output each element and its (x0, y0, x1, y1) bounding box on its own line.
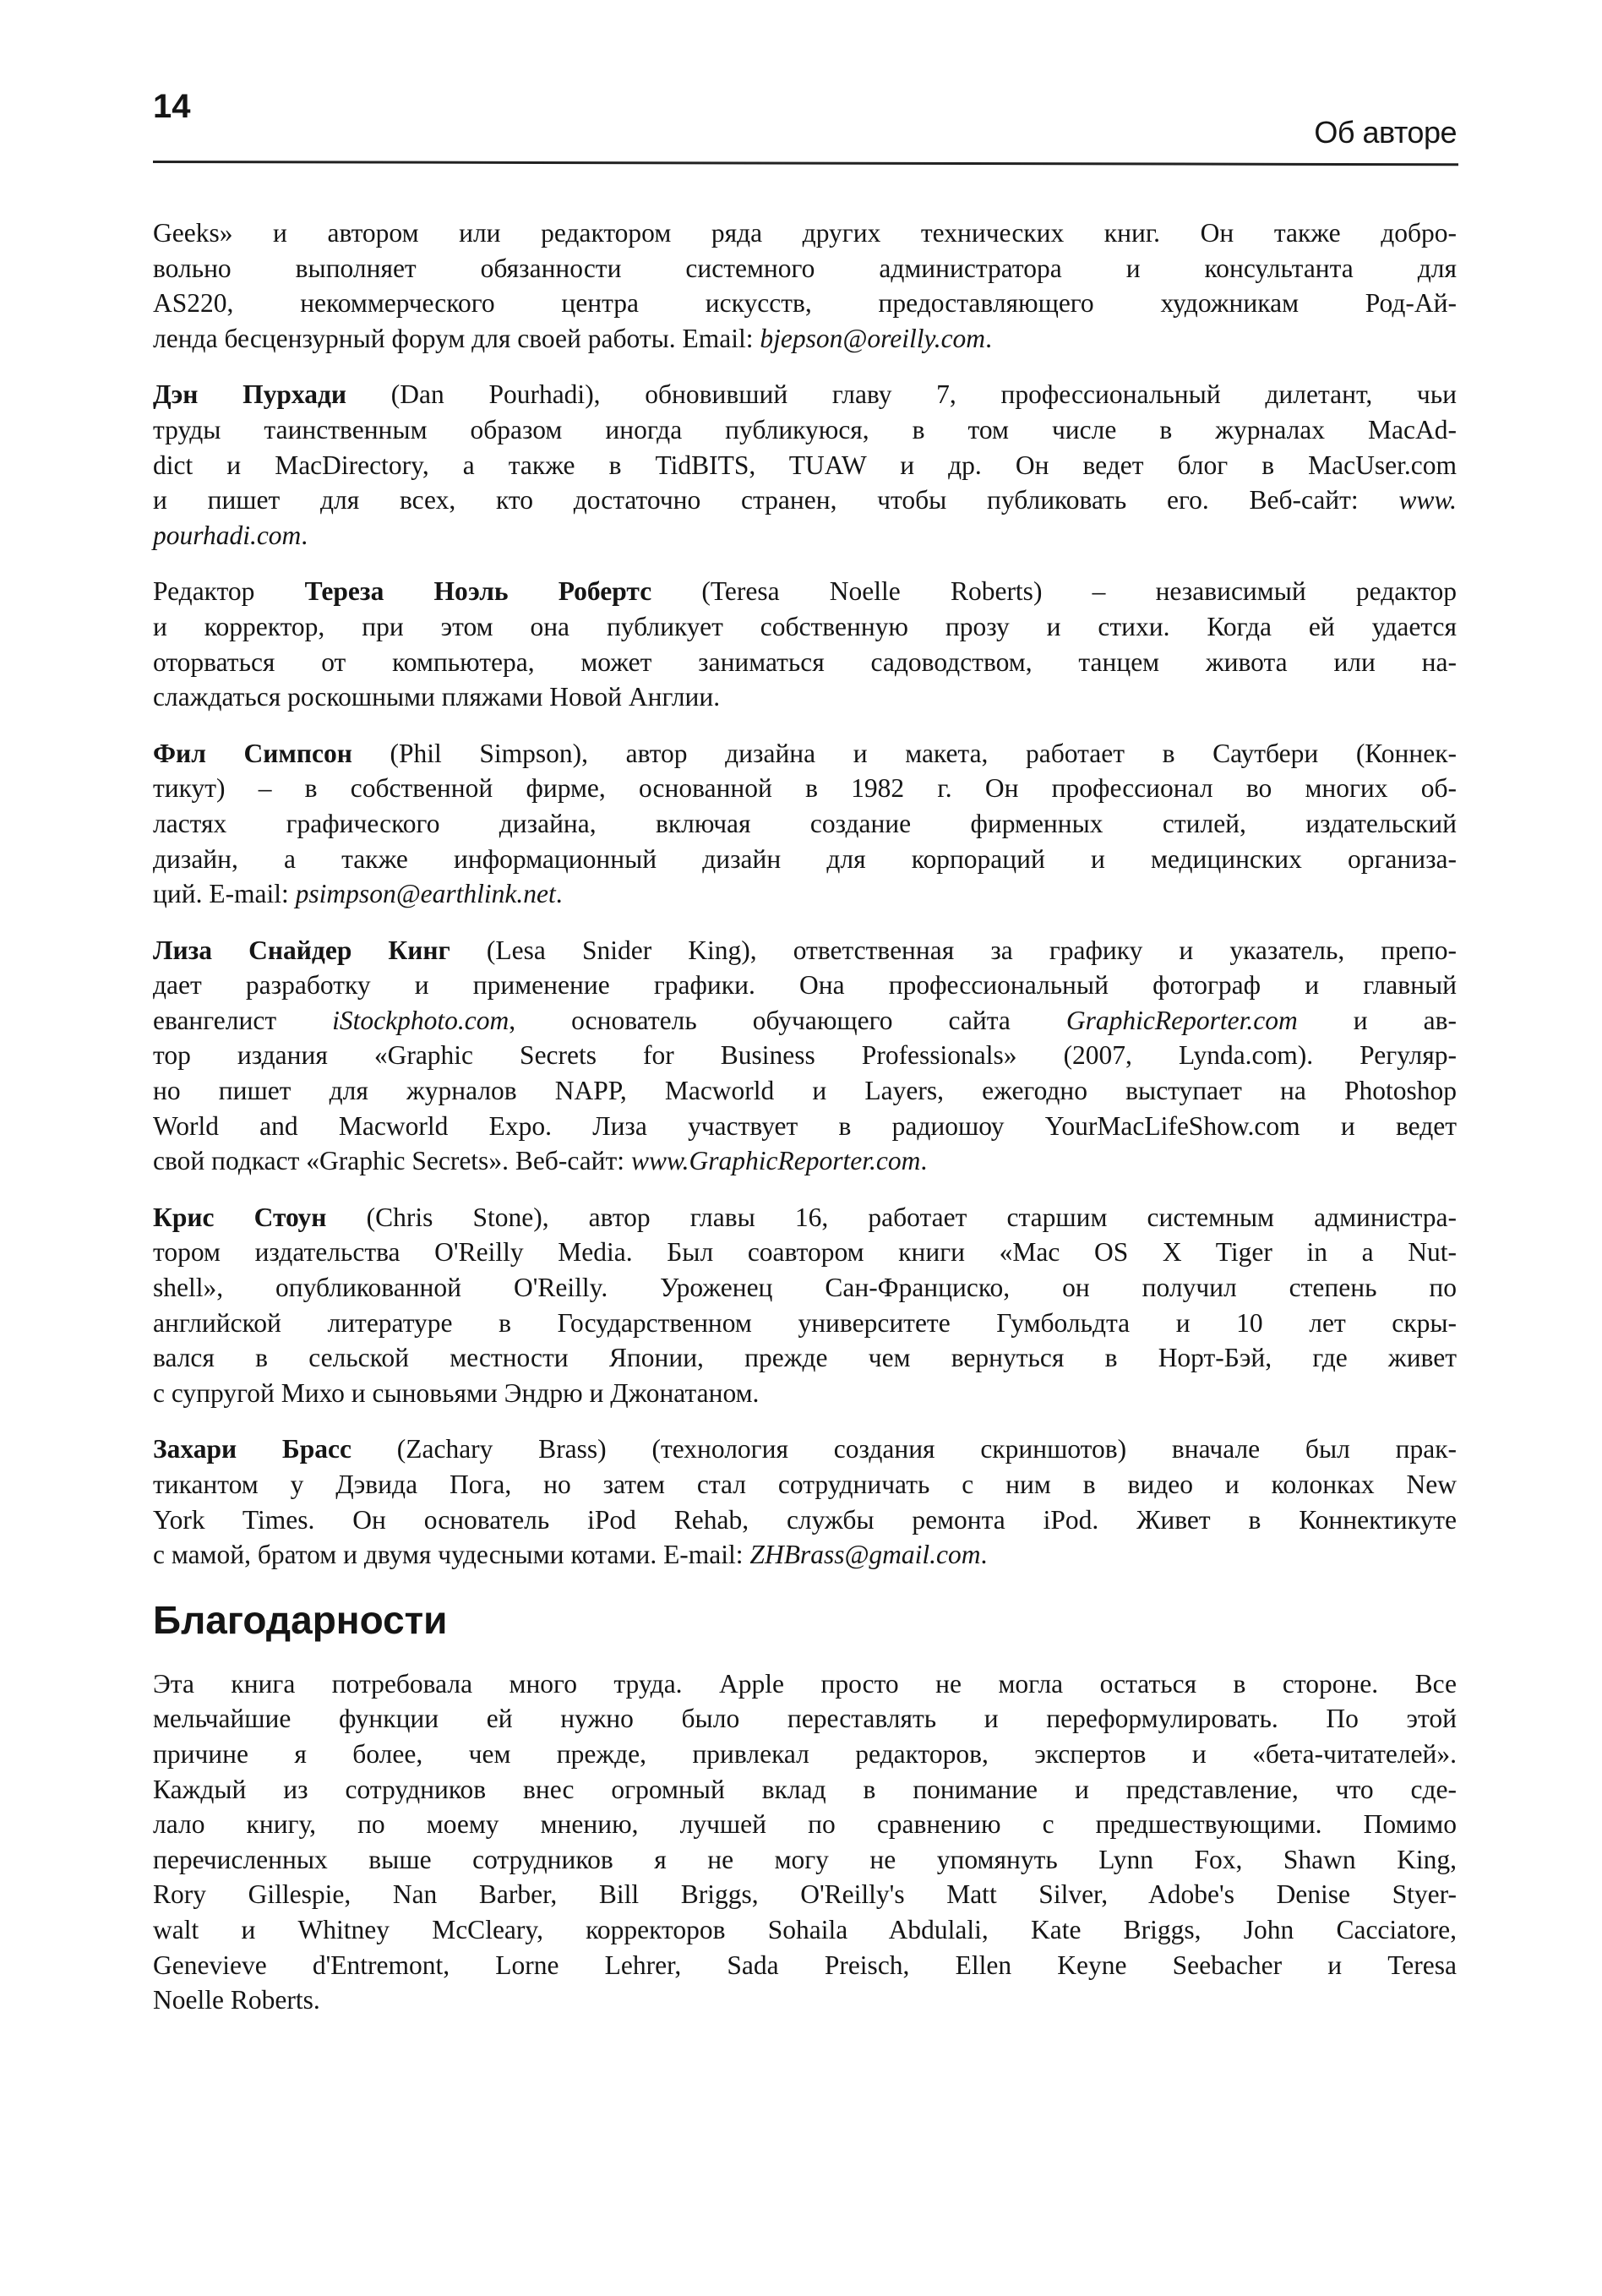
text-run: York Times. Он основатель iPod Rehab, службы ремонта iPod. Живет в Коннектикуте (153, 1504, 1457, 1535)
text-line (153, 876, 1457, 912)
text-run: слаждаться роскошными пляжами Новой Англии. (153, 682, 721, 712)
text-line (153, 483, 1457, 518)
text-run: и корректор, при этом она публикует собственную прозу и стихи. Когда ей удается (153, 611, 1457, 641)
page-number: 14 (153, 88, 191, 125)
text-run: вался в сельской местности Японии, прежде чем вернуться в Норт-Бэй, где живет (153, 1343, 1457, 1373)
text-run: и пишет для всех, кто достаточно странен, чтобы публиковать его. Веб-сайт: (153, 485, 1399, 515)
text-line (153, 933, 1457, 968)
text-run: свой подкаст «Graphic Secrets». Веб-сайт: (153, 1146, 631, 1176)
text-run: (Chris Stone), автор главы 16, работает старшим системным администра- (326, 1202, 1457, 1232)
text-line (153, 448, 1457, 483)
text-line (153, 1038, 1457, 1073)
text-run: ций. E-mail: (153, 879, 296, 909)
text-run: и ав- (1297, 1005, 1457, 1035)
text-run: дает разработку и применение графики. Она профессиональный фотограф и главный (153, 970, 1457, 1001)
text-run: тором издательства O'Reilly Media. Был соавтором книги «Mac OS X Tiger in a Nut- (153, 1237, 1457, 1268)
text-line (153, 1537, 1457, 1573)
text-line (153, 1982, 1457, 2018)
text-run: AS220, некоммерческого центра искусств, предоставляющего художникам Род-Ай- (153, 288, 1457, 319)
text-line (153, 771, 1457, 806)
text-line (153, 645, 1457, 680)
text-line (153, 806, 1457, 842)
text-run: . (980, 1540, 988, 1570)
running-header-title: Об авторе (1314, 115, 1457, 150)
text-line (153, 609, 1457, 645)
text-run: перечисленных выше сотрудников я не могу не упомянуть Lynn Fox, Shawn King, (153, 1844, 1457, 1874)
text-line (153, 1306, 1457, 1341)
text-run: ластях графического дизайна, включая создание фирменных стилей, издательский (153, 808, 1457, 838)
contact-link-text: www. (1398, 485, 1457, 515)
text-run: . (555, 879, 563, 909)
contact-link-text: GraphicReporter.com (1065, 1005, 1298, 1035)
person-name: Лиза Снайдер Кинг (153, 935, 450, 965)
text-line (153, 412, 1457, 448)
contact-link-text: pourhadi.com (153, 520, 302, 550)
bio-paragraph (153, 1200, 1457, 1411)
header-rule (153, 161, 1458, 166)
text-line (153, 1737, 1457, 1772)
text-line (153, 1376, 1457, 1411)
contact-link-text: psimpson@earthlink.net (295, 879, 556, 909)
text-run: труды таинственным образом иногда публикуюся, в том числе в журналах MacAd- (153, 414, 1457, 444)
text-line (153, 1807, 1457, 1842)
text-run: лало книгу, по моему мнению, лучшей по сравнению с предшествующими. Помимо (153, 1809, 1457, 1840)
text-run: . (920, 1146, 928, 1176)
text-line (153, 321, 1457, 357)
text-line (153, 1235, 1457, 1270)
text-run: Rory Gillespie, Nan Barber, Bill Briggs, O'Reilly's Matt Silver, Adobe's Denise Styer- (153, 1879, 1457, 1910)
text-run: тикут) – в собственной фирме, основанной в 1982 г. Он профессионал во многих об- (153, 773, 1457, 804)
text-line (153, 968, 1457, 1003)
text-line (153, 736, 1457, 772)
text-line (153, 1270, 1457, 1306)
text-run: . (301, 520, 308, 550)
text-line (153, 1666, 1457, 1702)
text-line (153, 1948, 1457, 1983)
text-line (153, 286, 1457, 321)
contact-link-text: bjepson@oreilly.com (760, 323, 986, 353)
text-line (153, 1912, 1457, 1948)
author-bios (153, 215, 1457, 1573)
text-line (153, 1143, 1457, 1179)
text-run: (Dan Pourhadi), обновивший главу 7, профессиональный дилетант, чьи (346, 379, 1457, 410)
text-run: shell», опубликованной O'Reilly. Уроженец Сан-Франциско, он получил степень по (153, 1273, 1457, 1303)
bio-paragraph (153, 1432, 1457, 1572)
text-run: ленда бесцензурный форум для своей работы. Email: (153, 323, 760, 353)
bio-paragraph (153, 933, 1457, 1179)
text-line (153, 215, 1457, 251)
text-run: dict и MacDirectory, а также в TidBITS, TUAW и др. Он ведет блог в MacUser.com (153, 450, 1457, 480)
text-line (153, 574, 1457, 609)
bio-paragraph (153, 574, 1457, 714)
text-run: (Teresa Noelle Roberts) – независимый редактор (651, 576, 1457, 607)
text-line (153, 1502, 1457, 1538)
text-run: Geeks» и автором или редактором ряда других технических книг. Он также добро- (153, 218, 1457, 248)
text-line (153, 1073, 1457, 1109)
text-run: с супругой Михо и сыновьями Эндрю и Джонатаном. (153, 1377, 760, 1408)
person-name: Захари Брасс (153, 1434, 351, 1464)
text-run: евангелист (153, 1005, 333, 1035)
text-run: Genevieve d'Entremont, Lorne Lehrer, Sada Preisch, Ellen Keyne Seebacher и Teresa (153, 1950, 1457, 1980)
text-run: (Phil Simpson), автор дизайна и макета, работает в Саутбери (Коннек- (351, 738, 1457, 768)
text-run: walt и Whitney McCleary, корректоров Sohaila Abdulali, Kate Briggs, John Cacciatore, (153, 1914, 1457, 1944)
text-run: Noelle Roberts. (153, 1985, 320, 2015)
section-heading: Благодарности (153, 1597, 448, 1642)
text-line (153, 1109, 1457, 1144)
text-run: , основатель обучающего сайта (509, 1005, 1066, 1035)
text-run: с мамой, братом и двумя чудесными котами. E-mail: (153, 1540, 750, 1570)
text-line (153, 1200, 1457, 1235)
text-line (153, 1701, 1457, 1737)
text-line (153, 842, 1457, 877)
text-line (153, 1467, 1457, 1502)
person-name: Тереза Ноэль Робертс (304, 576, 652, 607)
text-line (153, 679, 1457, 715)
contact-link-text: www.GraphicReporter.com (630, 1146, 921, 1176)
text-run: английской литературе в Государственном университете Гумбольдта и 10 лет скры- (153, 1307, 1457, 1338)
text-run: причине я более, чем прежде, привлекал редакторов, экспертов и «бета-читателей». (153, 1738, 1457, 1769)
person-name: Дэн Пурхади (153, 379, 347, 410)
acknowledgements-paragraph (153, 1666, 1457, 2018)
text-run: дизайн, а также информационный дизайн для корпораций и медицинских организа- (153, 843, 1457, 874)
person-name: Крис Стоун (153, 1202, 327, 1232)
text-run: но пишет для журналов NAPP, Macworld и Layers, ежегодно выступает на Photoshop (153, 1076, 1457, 1106)
text-run: Редактор (153, 576, 305, 607)
text-line (153, 377, 1457, 412)
text-line (153, 1432, 1457, 1467)
contact-link-text: ZHBrass@gmail.com (749, 1540, 981, 1570)
contact-link-text: iStockphoto.com (332, 1005, 509, 1035)
text-run: World and Macworld Expo. Лиза участвует в радиошоу YourMacLifeShow.com и ведет (153, 1110, 1457, 1141)
text-line (153, 251, 1457, 286)
text-line (153, 1340, 1457, 1376)
text-run: Каждый из сотрудников внес огромный вклад в понимание и представление, что сде- (153, 1774, 1457, 1804)
text-line (153, 518, 1457, 554)
bio-paragraph (153, 377, 1457, 553)
text-run: вольно выполняет обязанности системного администратора и консультанта для (153, 253, 1457, 283)
text-line (153, 1772, 1457, 1808)
text-line (153, 1003, 1457, 1039)
text-run: (Zachary Brass) (технология создания скриншотов) вначале был прак- (351, 1434, 1457, 1464)
bio-paragraph (153, 215, 1457, 356)
page-body (153, 215, 1457, 2039)
text-run: Эта книга потребовала много труда. Apple просто не могла остаться в стороне. Все (153, 1668, 1457, 1699)
bio-paragraph (153, 736, 1457, 912)
text-run: . (985, 323, 992, 353)
text-run: оторваться от компьютера, может заниматься садоводством, танцем живота или на- (153, 646, 1457, 677)
text-run: (Lesa Snider King), ответственная за графику и указатель, препо- (450, 935, 1457, 965)
text-run: мельчайшие функции ей нужно было переставлять и переформулировать. По этой (153, 1704, 1457, 1734)
person-name: Фил Симпсон (153, 738, 352, 768)
text-run: тикантом у Дэвида Пога, но затем стал сотрудничать с ним в видео и колонках New (153, 1470, 1457, 1499)
text-line (153, 1877, 1457, 1912)
text-run: тор издания «Graphic Secrets for Business Professionals» (2007, Lynda.com). Регуляр- (153, 1040, 1457, 1071)
text-line (153, 1842, 1457, 1878)
